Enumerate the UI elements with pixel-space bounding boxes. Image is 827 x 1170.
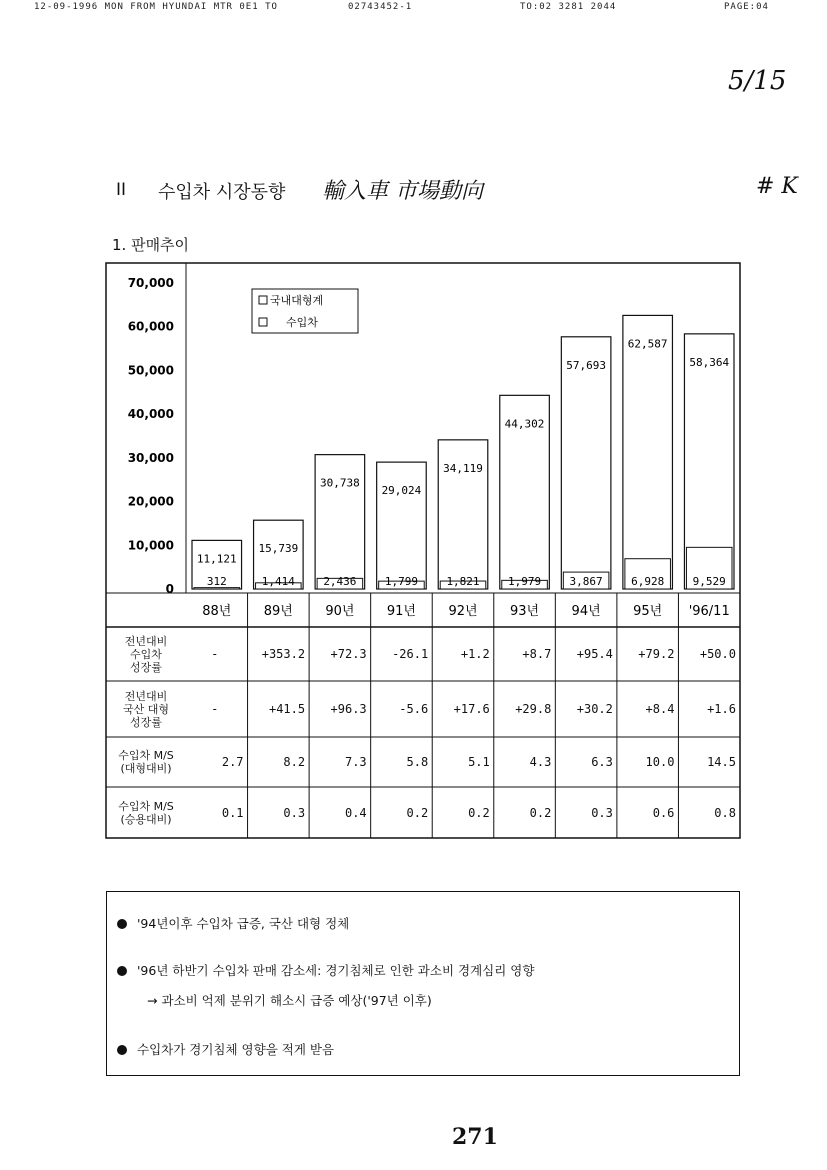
y-tick-label: 10,000 — [127, 538, 174, 553]
table-cell: 14.5 — [707, 755, 736, 769]
chart-legend — [252, 289, 358, 333]
x-category-label: '96/11 — [688, 604, 730, 619]
section-title: 수입차 시장동향 — [158, 182, 286, 203]
data-label-import: 312 — [206, 575, 227, 588]
fax-header-right: TO:02 3281 2044 — [520, 2, 617, 12]
x-category-label: 95년 — [633, 604, 663, 619]
table-row-label: 수입차 M/S (승용대비) — [118, 799, 174, 826]
table-cell: +1.2 — [460, 647, 490, 661]
data-label-domestic: 58,364 — [689, 355, 730, 369]
bullet-icon — [117, 966, 127, 976]
table-cell: - — [211, 647, 219, 661]
subsection-title: 1. 판매추이 — [112, 236, 190, 254]
data-label-domestic: 62,587 — [627, 337, 668, 351]
corner-mark: # K — [756, 174, 798, 199]
data-label-import: 3,867 — [569, 575, 603, 588]
table-cell: 0.3 — [591, 805, 613, 820]
bar-domestic — [561, 337, 611, 589]
table-cell: +29.8 — [515, 702, 552, 716]
page-mark: 5/15 — [728, 66, 787, 96]
bar-domestic — [377, 462, 427, 589]
legend-swatch-import — [259, 318, 267, 326]
bullet-icon — [117, 1045, 127, 1055]
note-2: '96년 하반기 수입차 판매 감소세: 경기침체로 인한 과소비 경계심리 영향 — [137, 963, 535, 978]
table-cell: -26.1 — [392, 647, 429, 661]
data-label-domestic: 15,739 — [258, 542, 299, 556]
y-tick-label: 50,000 — [127, 363, 174, 378]
note-3: 수입차가 경기침체 영향을 적게 받음 — [137, 1042, 335, 1057]
y-tick-label: 20,000 — [127, 494, 174, 509]
section-hanja-note: 輸入車 市場動向 — [322, 179, 483, 204]
legend-domestic: 국내대형계 — [270, 294, 324, 307]
table-cell: +8.4 — [645, 702, 675, 716]
note-2-detail: → 과소비 억제 분위기 해소시 급증 예상('97년 이후) — [147, 993, 432, 1008]
table-cell: +79.2 — [638, 647, 675, 661]
table-cell: 0.4 — [344, 805, 367, 820]
legend-import: 수입차 — [286, 316, 318, 329]
table-cell: 6.3 — [591, 755, 613, 769]
data-label-import: 2,436 — [323, 575, 357, 588]
table-cell: +95.4 — [576, 647, 613, 661]
table-cell: +72.3 — [330, 647, 367, 661]
legend-swatch-domestic — [259, 296, 267, 304]
table-cell: 7.3 — [344, 755, 367, 769]
x-category-label: 93년 — [510, 604, 540, 619]
data-label-import: 1,979 — [507, 575, 542, 588]
note-1: '94년이후 수입차 급증, 국산 대형 정체 — [137, 916, 350, 931]
y-tick-label: 30,000 — [127, 450, 174, 465]
table-cell: +1.6 — [707, 702, 736, 716]
bullet-icon — [117, 919, 127, 929]
table-cell: -5.6 — [399, 702, 429, 716]
data-label-domestic: 34,119 — [443, 461, 483, 475]
table-cell: +50.0 — [699, 647, 736, 661]
bar-domestic — [623, 315, 673, 589]
table-cell: 0.2 — [468, 805, 490, 820]
fax-header-mid: 02743452-1 — [348, 2, 413, 12]
notes-box — [106, 891, 740, 1076]
page-number: 271 — [452, 1124, 498, 1150]
data-label-import: 9,529 — [692, 575, 726, 588]
table-cell: 0.2 — [529, 805, 552, 820]
fax-header-page: PAGE:04 — [724, 2, 769, 12]
data-label-import: 1,821 — [446, 575, 480, 588]
table-row-label: 전년대비 국산 대형 성장률 — [122, 689, 169, 729]
table-cell: +41.5 — [268, 702, 306, 716]
table-cell: 0.8 — [714, 805, 736, 820]
table-cell: 2.7 — [221, 755, 244, 769]
table-cell: 4.3 — [529, 755, 552, 769]
table-row-label: 수입차 M/S (대형대비) — [118, 749, 174, 775]
data-label-domestic: 11,121 — [196, 552, 237, 566]
table-row-label: 전년대비 수입차 성장률 — [124, 634, 168, 674]
table-cell: +30.2 — [576, 702, 613, 716]
table-cell: 0.1 — [221, 805, 244, 820]
fax-header-left: 12-09-1996 MON FROM HYUNDAI MTR 0E1 TO — [34, 2, 278, 12]
data-label-domestic: 30,738 — [320, 476, 360, 490]
table-cell: 5.8 — [406, 755, 429, 769]
x-category-label: 94년 — [571, 604, 601, 619]
table-cell: +96.3 — [330, 702, 367, 716]
x-category-label: 89년 — [263, 604, 293, 619]
data-label-import: 1,414 — [261, 575, 295, 588]
data-label-domestic: 29,024 — [381, 484, 422, 498]
y-tick-label: 60,000 — [127, 319, 174, 334]
data-label-domestic: 44,302 — [504, 417, 545, 431]
data-label-import: 6,928 — [631, 575, 665, 588]
x-category-label: 90년 — [325, 604, 355, 619]
y-tick-label: 70,000 — [127, 276, 174, 290]
table-cell: +8.7 — [522, 647, 552, 661]
table-cell: 0.6 — [652, 805, 675, 820]
x-category-label: 91년 — [386, 604, 416, 619]
table-cell: 5.1 — [468, 755, 490, 769]
table-cell: - — [211, 702, 219, 716]
table-cell: +353.2 — [261, 647, 306, 661]
x-category-label: 92년 — [448, 604, 478, 619]
data-label-import: 1,799 — [384, 575, 419, 588]
x-category-label: 88년 — [202, 604, 232, 619]
y-tick-label: 40,000 — [127, 407, 174, 422]
y-tick-label: 0 — [165, 582, 174, 596]
table-cell: 10.0 — [645, 755, 675, 769]
bar-domestic — [315, 455, 365, 589]
data-label-domestic: 57,693 — [566, 358, 606, 372]
table-cell: 0.2 — [406, 805, 429, 820]
table-cell: 8.2 — [283, 755, 306, 769]
section-number: II — [116, 180, 127, 200]
table-cell: 0.3 — [283, 805, 306, 820]
table-cell: +17.6 — [453, 702, 490, 716]
